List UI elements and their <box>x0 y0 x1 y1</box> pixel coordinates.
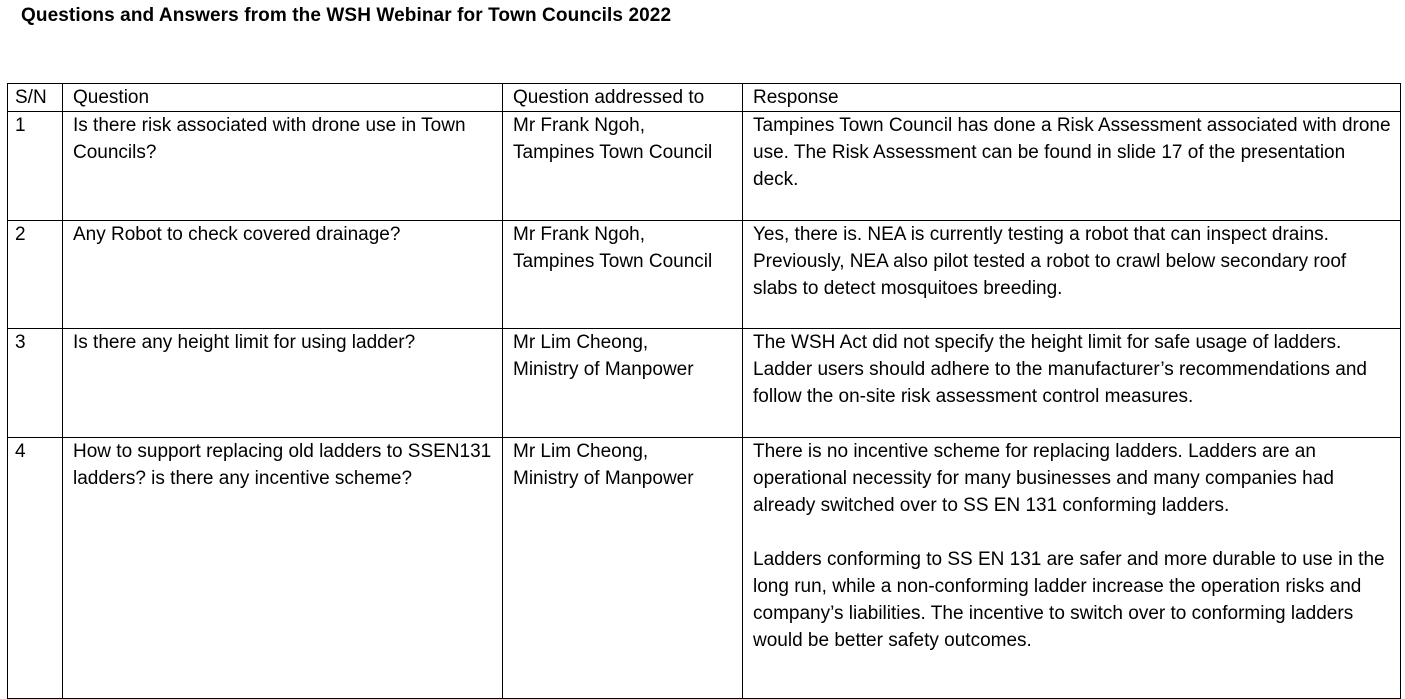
addressed-to-org: Tampines Town Council <box>513 251 713 272</box>
row-addressed-to <box>503 329 743 438</box>
addressed-to-org: Tampines Town Council <box>513 142 713 163</box>
row-response <box>743 329 1401 438</box>
table-row <box>8 221 1401 329</box>
row-question: Is there any height limit for using ladder? <box>63 329 503 438</box>
addressed-to-name: Mr Frank Ngoh, <box>513 115 645 136</box>
row-response <box>743 438 1401 699</box>
table-header <box>8 84 1401 112</box>
table-row <box>8 329 1401 438</box>
addressed-to-name: Mr Lim Cheong, <box>513 332 649 353</box>
row-sn: 4 <box>8 438 63 699</box>
row-response <box>743 112 1401 221</box>
row-addressed-to <box>503 438 743 699</box>
row-addressed-to <box>503 221 743 329</box>
row-sn: 1 <box>8 112 63 221</box>
addressed-to-org: Ministry of Manpower <box>513 468 694 489</box>
row-sn: 3 <box>8 329 63 438</box>
response-paragraph: Tampines Town Council has done a Risk Assessment associated with drone use. The Risk Assessment can be found in slide 17 of the presentation deck. <box>753 115 1391 190</box>
table-row <box>8 438 1401 699</box>
response-paragraph: The WSH Act did not specify the height limit for safe usage of ladders. Ladder users should adhere to the manufacturer’s recommendations and follow the on-site risk assessment control measures. <box>753 332 1368 407</box>
row-question: How to support replacing old ladders to SSEN131 ladders? is there any incentive scheme? <box>63 438 503 699</box>
row-addressed-to <box>503 112 743 221</box>
response-paragraph: Ladders conforming to SS EN 131 are safer and more durable to use in the long run, while a non-conforming ladder increase the operation risks and company’s liabilities. The incentive to switch over to conforming ladders would be better safety outcomes. <box>753 549 1385 651</box>
header-response: Response <box>743 84 1401 112</box>
header-addressed-to: Question addressed to <box>503 84 743 112</box>
table-row <box>8 112 1401 221</box>
table-body <box>8 112 1401 699</box>
response-paragraph: Yes, there is. NEA is currently testing a robot that can inspect drains. Previously, NEA also pilot tested a robot to crawl below secondary roof slabs to detect mosquitoes breeding. <box>753 224 1347 299</box>
qa-table <box>7 83 1401 699</box>
addressed-to-name: Mr Lim Cheong, <box>513 441 649 462</box>
response-paragraph: There is no incentive scheme for replacing ladders. Ladders are an operational necessity for many businesses and many companies had already switched over to SS EN 131 conforming ladders. <box>753 441 1334 516</box>
row-question: Is there risk associated with drone use in Town Councils? <box>63 112 503 221</box>
row-question: Any Robot to check covered drainage? <box>63 221 503 329</box>
addressed-to-org: Ministry of Manpower <box>513 359 694 380</box>
header-row <box>8 84 1401 112</box>
row-response <box>743 221 1401 329</box>
row-sn: 2 <box>8 221 63 329</box>
header-question: Question <box>63 84 503 112</box>
header-sn: S/N <box>8 84 63 112</box>
document-title: Questions and Answers from the WSH Webinar for Town Councils 2022 <box>21 5 672 26</box>
addressed-to-name: Mr Frank Ngoh, <box>513 224 645 245</box>
